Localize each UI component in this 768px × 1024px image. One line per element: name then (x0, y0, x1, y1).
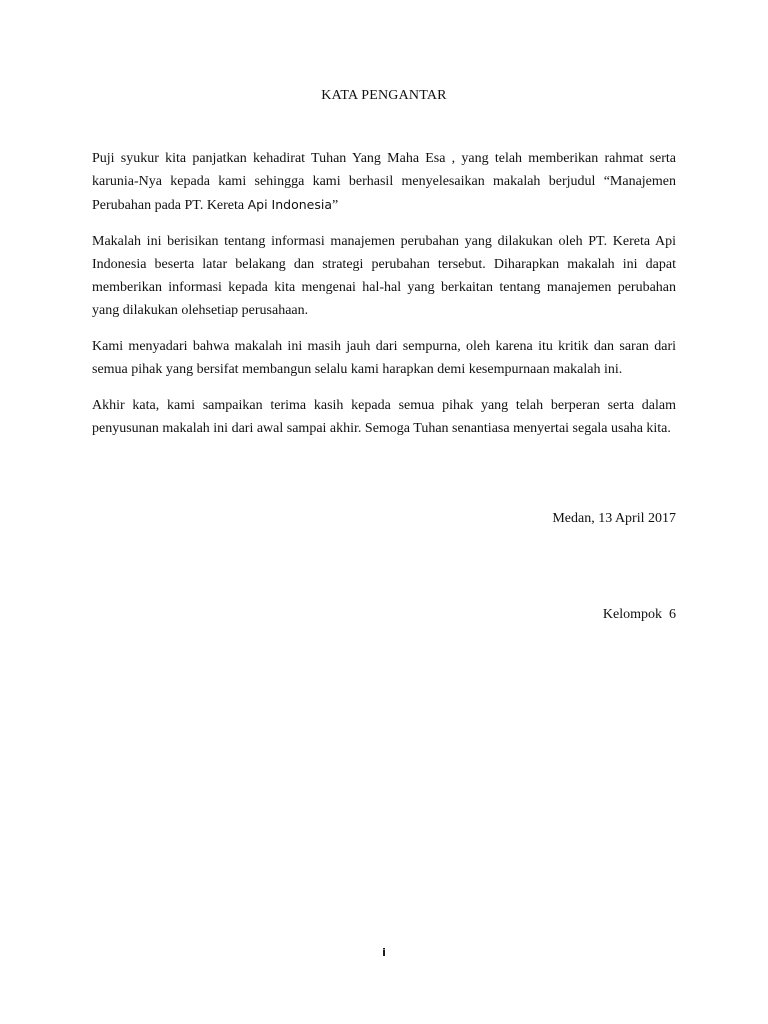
page-title: KATA PENGANTAR (321, 88, 447, 103)
paragraph-1-lead: Puji syukur kita panjatkan kehadirat Tuhan Yang Maha Esa , yang telah memberikan rahmat serta karunia-Nya kepada kami sehingga kami berhasil menyelesaikan makalah berjudul “Manajemen Perubahan pada PT. Kereta (92, 151, 676, 213)
body-text (92, 147, 676, 453)
signature-group: Kelompok 6 (602, 607, 676, 622)
page-number: i (382, 946, 386, 959)
place-date: Medan, 13 April 2017 (552, 511, 676, 526)
paragraph-1-company: Api Indonesia (247, 197, 333, 212)
paragraph-3: Kami menyadari bahwa makalah ini masih jauh dari sempurna, oleh karena itu kritik dan saran dari semua pihak yang bersifat membangun selalu kami harapkan demi kesempurnaan makalah ini. (92, 339, 676, 377)
paragraph-4: Akhir kata, kami sampaikan terima kasih kepada semua pihak yang telah berperan serta dalam penyusunan makalah ini dari awal sampai akhir. Semoga Tuhan senantiasa menyertai segala usaha kita. (92, 398, 676, 436)
paragraph-1 (92, 147, 676, 217)
paragraph-2: Makalah ini berisikan tentang informasi manajemen perubahan yang dilakukan oleh PT. Kereta Api Indonesia beserta latar belakang dan strategi perubahan tersebut. Diharapkan makalah ini dapat memberikan informasi kepada kita mengenai hal-hal yang berkaitan tentang manajemen perubahan yang dilakukan olehsetiap perusahaan. (92, 234, 676, 318)
paragraph-1-tail: ” (332, 198, 339, 213)
